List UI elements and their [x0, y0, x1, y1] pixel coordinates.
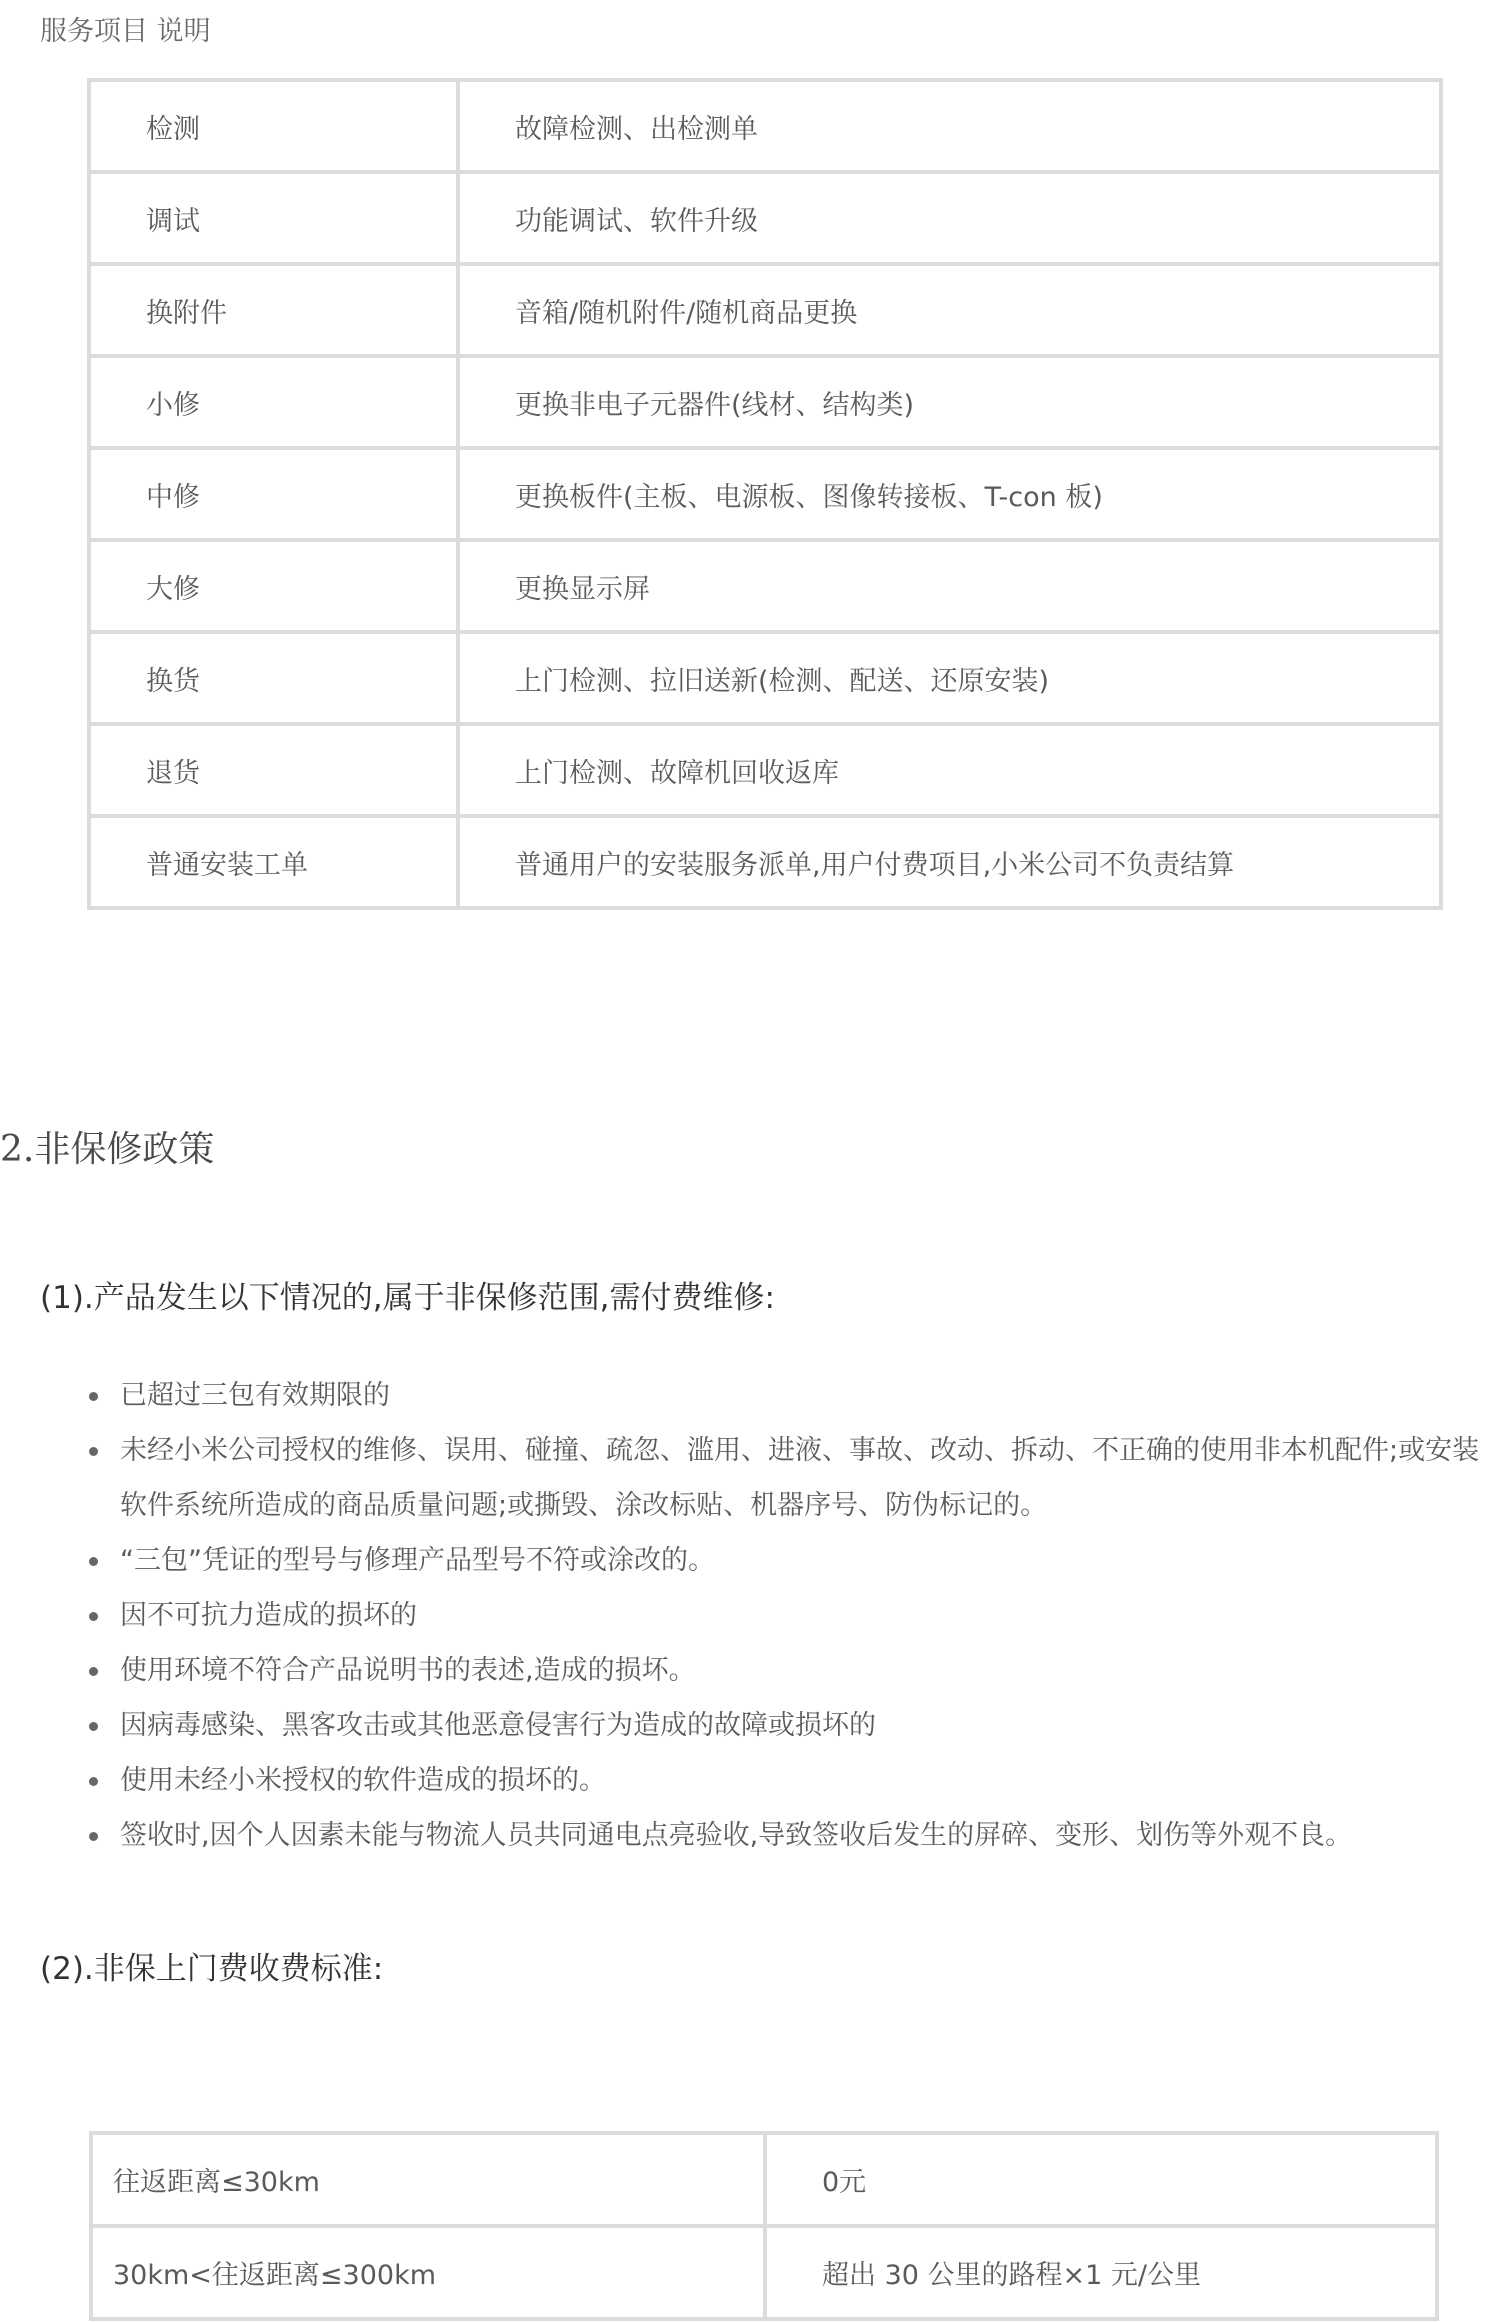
list-item — [40, 1368, 1490, 1423]
service-item-name: 普通安装工单 — [89, 816, 458, 908]
fee-amount: 0元 — [765, 2133, 1437, 2226]
service-item-name: 退货 — [89, 724, 458, 816]
non-warranty-list — [40, 1368, 1490, 1863]
service-item-description: 普通用户的安装服务派单,用户付费项目,小米公司不负责结算 — [458, 816, 1441, 908]
table-row — [89, 356, 1441, 448]
service-item-name: 大修 — [89, 540, 458, 632]
table-row — [89, 80, 1441, 172]
subsection-heading-non-warranty-cases: (1).产品发生以下情况的,属于非保修范围,需付费维修: — [40, 1280, 775, 1316]
fee-amount: 超出 30 公里的路程×1 元/公里 — [765, 2226, 1437, 2319]
bullet-icon — [89, 1557, 98, 1566]
service-item-name: 换货 — [89, 632, 458, 724]
table-row — [89, 724, 1441, 816]
service-item-description: 更换非电子元器件(线材、结构类) — [458, 356, 1441, 448]
service-item-name: 换附件 — [89, 264, 458, 356]
list-item — [40, 1588, 1490, 1643]
table-row — [89, 632, 1441, 724]
distance-range: 往返距离≤30km — [91, 2133, 765, 2226]
service-item-description: 上门检测、拉旧送新(检测、配送、还原安装) — [458, 632, 1441, 724]
service-item-description: 更换显示屏 — [458, 540, 1441, 632]
list-item — [40, 1643, 1490, 1698]
distance-range: 30km<往返距离≤300km — [91, 2226, 765, 2319]
list-item-text: “三包”凭证的型号与修理产品型号不符或涂改的。 — [120, 1545, 715, 1576]
service-item-name: 检测 — [89, 80, 458, 172]
service-item-description: 功能调试、软件升级 — [458, 172, 1441, 264]
bullet-icon — [89, 1832, 98, 1841]
subsection-heading-fee-standard: (2).非保上门费收费标准: — [40, 1951, 384, 1987]
list-item-text: 未经小米公司授权的维修、误用、碰撞、疏忽、滥用、进液、事故、改动、拆动、不正确的使用非本机配件;或安装软件系统所造成的商品质量问题;或撕毁、涂改标贴、机器序号、防伪标记的。 — [120, 1435, 1480, 1521]
service-item-description: 音箱/随机附件/随机商品更换 — [458, 264, 1441, 356]
service-item-description: 故障检测、出检测单 — [458, 80, 1441, 172]
list-item-text: 使用环境不符合产品说明书的表述,造成的损坏。 — [120, 1655, 696, 1686]
service-items-table — [87, 78, 1443, 910]
service-item-description: 上门检测、故障机回收返库 — [458, 724, 1441, 816]
service-item-description: 更换板件(主板、电源板、图像转接板、T-con 板) — [458, 448, 1441, 540]
table-row — [91, 2226, 1437, 2319]
list-item — [40, 1533, 1490, 1588]
list-item-text: 因病毒感染、黑客攻击或其他恶意侵害行为造成的故障或损坏的 — [120, 1710, 876, 1741]
table-row — [89, 264, 1441, 356]
list-item-text: 使用未经小米授权的软件造成的损坏的。 — [120, 1765, 606, 1796]
list-item — [40, 1753, 1490, 1808]
bullet-icon — [89, 1667, 98, 1676]
bullet-icon — [89, 1612, 98, 1621]
list-item-text: 因不可抗力造成的损坏的 — [120, 1600, 417, 1631]
bullet-icon — [89, 1777, 98, 1786]
table-row — [89, 816, 1441, 908]
bullet-icon — [89, 1722, 98, 1731]
table-caption: 服务项目 说明 — [40, 16, 211, 47]
list-item — [40, 1808, 1490, 1863]
bullet-icon — [89, 1447, 98, 1456]
list-item — [40, 1423, 1490, 1533]
service-item-name: 中修 — [89, 448, 458, 540]
service-item-name: 调试 — [89, 172, 458, 264]
bullet-icon — [89, 1392, 98, 1401]
list-item-text: 已超过三包有效期限的 — [120, 1380, 390, 1411]
section-heading: 2.非保修政策 — [0, 1129, 215, 1170]
table-row — [91, 2133, 1437, 2226]
table-row — [89, 172, 1441, 264]
table-row — [89, 540, 1441, 632]
service-item-name: 小修 — [89, 356, 458, 448]
fee-standard-table — [89, 2131, 1439, 2321]
list-item-text: 签收时,因个人因素未能与物流人员共同通电点亮验收,导致签收后发生的屏碎、变形、划伤等外观不良。 — [120, 1820, 1353, 1851]
list-item — [40, 1698, 1490, 1753]
table-row — [89, 448, 1441, 540]
